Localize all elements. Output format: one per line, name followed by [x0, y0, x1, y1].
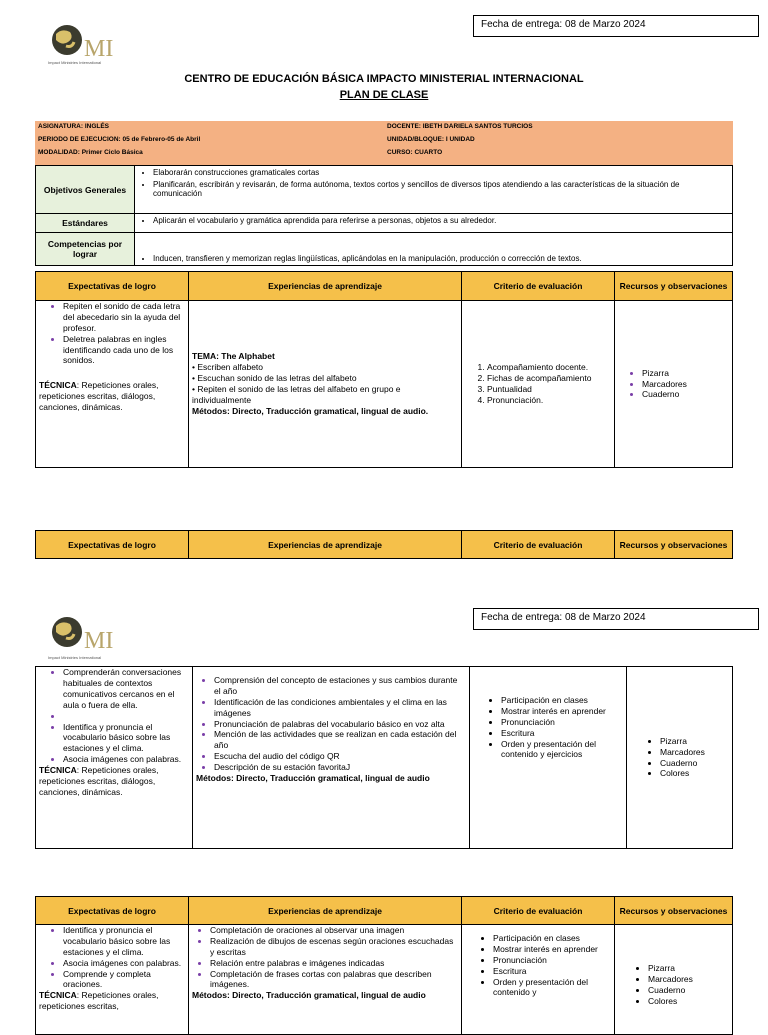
metodos: Métodos: Directo, Traducción gramatical, lingual de audio.: [192, 405, 429, 416]
recurso-item: • Colores: [660, 768, 729, 779]
unidad: UNIDAD/BLOQUE: I UNIDAD: [387, 136, 475, 143]
periodo: PERIODO DE EJECUCION: 05 de Febrero-05 de Abril: [38, 136, 201, 143]
criterio-item: • Participación en clases: [501, 695, 623, 706]
delivery-date: Fecha de entrega: 08 de Marzo 2024: [473, 15, 759, 37]
experiencia-item: • Escucha del audio del código QR: [214, 751, 466, 762]
experiencia-item: • Pronunciación de palabras del vocabulario básico en voz alta: [214, 719, 466, 730]
recurso-item: • Marcadores: [660, 747, 729, 758]
tecnica: TÉCNICA: Repeticiones orales, repeticiones escritas, diálogos, canciones, dinámicas.: [39, 765, 159, 797]
criterio-item: • Orden y presentación del contenido y ejercicios: [501, 739, 623, 761]
logo-tagline: Impact Ministries International: [48, 655, 102, 660]
criterio-item: • Mostrar interés en aprender: [493, 944, 611, 955]
col-expectativas: Expectativas de logro: [36, 531, 189, 559]
col-expectativas: Expectativas de logro: [36, 897, 189, 925]
criterio-item: • Pronunciación: [501, 717, 623, 728]
criterio-item: 2. Fichas de acompañamiento: [487, 373, 611, 384]
col-experiencias: Experiencias de aprendizaje: [189, 897, 462, 925]
tecnica: TÉCNICA: Repeticiones orales, repeticiones escritas, diálogos, canciones, dinámicas.: [39, 380, 159, 412]
criterio-item: • Participación en clases: [493, 933, 611, 944]
col-recursos: Recursos y observaciones: [615, 272, 733, 301]
recurso-item: • Pizarra: [648, 963, 729, 974]
experiencia-item: • Relación entre palabras e imágenes indicadas: [210, 958, 458, 969]
criterio-item: 1. Acompañamiento docente.: [487, 362, 611, 373]
plan-table-2: [35, 666, 733, 849]
experiencia-item: • Escriben alfabeto: [192, 362, 264, 373]
metodos: Métodos: Directo, Traducción gramatical, lingual de audio: [196, 772, 430, 783]
school-title: CENTRO DE EDUCACIÓN BÁSICA IMPACTO MINISTERIAL INTERNACIONAL: [184, 73, 584, 85]
recurso-item: • Cuaderno: [642, 389, 729, 400]
expectativa-item: [63, 711, 189, 722]
logo-2: [40, 612, 130, 662]
expectativa-item: • Comprende y completa oraciones.: [63, 969, 185, 991]
criterio-item: • Orden y presentación del contenido y: [493, 977, 611, 999]
expectativa-item: • Identifica y pronuncia el vocabulario básico sobre las estaciones y el clima.: [63, 722, 189, 755]
svg-text:MI: MI: [84, 36, 114, 62]
experiencia-item: • Escuchan sonido de las letras del alfabeto: [192, 373, 357, 384]
experiencia-item: • Repiten el sonido de las letras del alfabeto en grupo e individualmente: [192, 384, 401, 405]
col-criterio: Criterio de evaluación: [462, 272, 615, 301]
experiencia-item: • Completación de frases cortas con palabras que describen imágenes.: [210, 969, 458, 991]
recurso-item: • Cuaderno: [660, 758, 729, 769]
tecnica: TÉCNICA: Repeticiones orales, repeticiones escritas,: [39, 990, 159, 1012]
logo-tagline: Impact Ministries International: [48, 60, 102, 65]
experiencia-item: • Descripción de su estación favoritaJ: [214, 762, 466, 773]
col-expectativas: Expectativas de logro: [36, 272, 189, 301]
estandares-text: • Aplicarán el vocabulario y gramática aprendida para referirse a personas, objetos a su alrededor.: [153, 216, 728, 225]
experiencia-item: • Comprensión del concepto de estaciones y sus cambios durante el año: [214, 675, 466, 697]
recurso-item: • Pizarra: [660, 736, 729, 747]
expectativa-item: • Asocia imágenes con palabras.: [63, 754, 189, 765]
recurso-item: • Marcadores: [648, 974, 729, 985]
plan-table-empty: [35, 530, 733, 559]
competencias-text: • Inducen, transfieren y memorizan reglas lingüísticas, aplicándolas en la manipulación, producción o corrección de textos.: [153, 254, 728, 263]
modalidad: MODALIDAD: Primer Ciclo Básica: [38, 149, 143, 156]
plan-table-3: [35, 896, 733, 1035]
plan-title: PLAN DE CLASE: [339, 89, 429, 101]
delivery-date-2: Fecha de entrega: 08 de Marzo 2024: [473, 608, 759, 630]
expectativa-item: • Deletrea palabras en ingles identificando cada uno de los sonidos.: [63, 334, 185, 367]
expectativa-item: • Asocia imágenes con palabras.: [63, 958, 185, 969]
experiencia-item: • Realización de dibujos de escenas según oraciones escuchadas y escritas: [210, 936, 458, 958]
experiencia-item: • Completación de oraciones al observar una imagen: [210, 925, 458, 936]
col-criterio: Criterio de evaluación: [462, 897, 615, 925]
competencias-label: Competencias por lograr: [36, 233, 135, 266]
col-experiencias: Experiencias de aprendizaje: [189, 272, 462, 301]
plan-table-1: [35, 271, 733, 468]
curso: CURSO: CUARTO: [387, 149, 443, 156]
recurso-item: • Pizarra: [642, 368, 729, 379]
objetivos-label: Objetivos Generales: [36, 166, 135, 214]
metodos: Métodos: Directo, Traducción gramatical, lingual de audio: [192, 990, 426, 1001]
logo: [40, 20, 130, 70]
svg-text:MI: MI: [84, 628, 114, 654]
col-recursos: Recursos y observaciones: [615, 897, 733, 925]
objetivo-item: • Elaborarán construcciones gramaticales cortas: [153, 168, 728, 177]
objetivo-item: • Planificarán, escribirán y revisarán, de forma autónoma, textos cortos y sencillos de diversos tipos atendiendo a las características de la situación de comunicación: [153, 180, 728, 198]
tema: TEMA: The Alphabet: [192, 351, 275, 362]
criterio-item: • Pronunciación: [493, 955, 611, 966]
col-experiencias: Experiencias de aprendizaje: [189, 531, 462, 559]
col-recursos: Recursos y observaciones: [615, 531, 733, 559]
criterio-item: 4. Pronunciación.: [487, 395, 611, 406]
recurso-item: • Cuaderno: [648, 985, 729, 996]
criterio-item: • Escritura: [501, 728, 623, 739]
experiencia-item: • Mención de las actividades que se realizan en cada estación del año: [214, 729, 466, 751]
expectativa-item: • Comprenderán conversaciones habituales de contextos comunicativos cercanos en el aula o fuera de ella.: [63, 667, 189, 711]
recurso-item: • Colores: [648, 996, 729, 1007]
expectativa-item: • Identifica y pronuncia el vocabulario básico sobre las estaciones y el clima.: [63, 925, 185, 958]
experiencia-item: • Identificación de las condiciones ambientales y el clima en las imágenes: [214, 697, 466, 719]
info-band: [35, 121, 733, 165]
expectativa-item: • Repiten el sonido de cada letra del abecedario sin la ayuda del profesor.: [63, 301, 185, 334]
col-criterio: Criterio de evaluación: [462, 531, 615, 559]
general-table: [35, 165, 733, 266]
docente: DOCENTE: IBETH DARIELA SANTOS TURCIOS: [387, 123, 533, 130]
recurso-item: • Marcadores: [642, 379, 729, 390]
criterio-item: 3. Puntualidad: [487, 384, 611, 395]
asignatura: ASIGNATURA: INGLÉS: [38, 123, 110, 130]
estandares-label: Estándares: [36, 214, 135, 233]
criterio-item: • Escritura: [493, 966, 611, 977]
criterio-item: • Mostrar interés en aprender: [501, 706, 623, 717]
